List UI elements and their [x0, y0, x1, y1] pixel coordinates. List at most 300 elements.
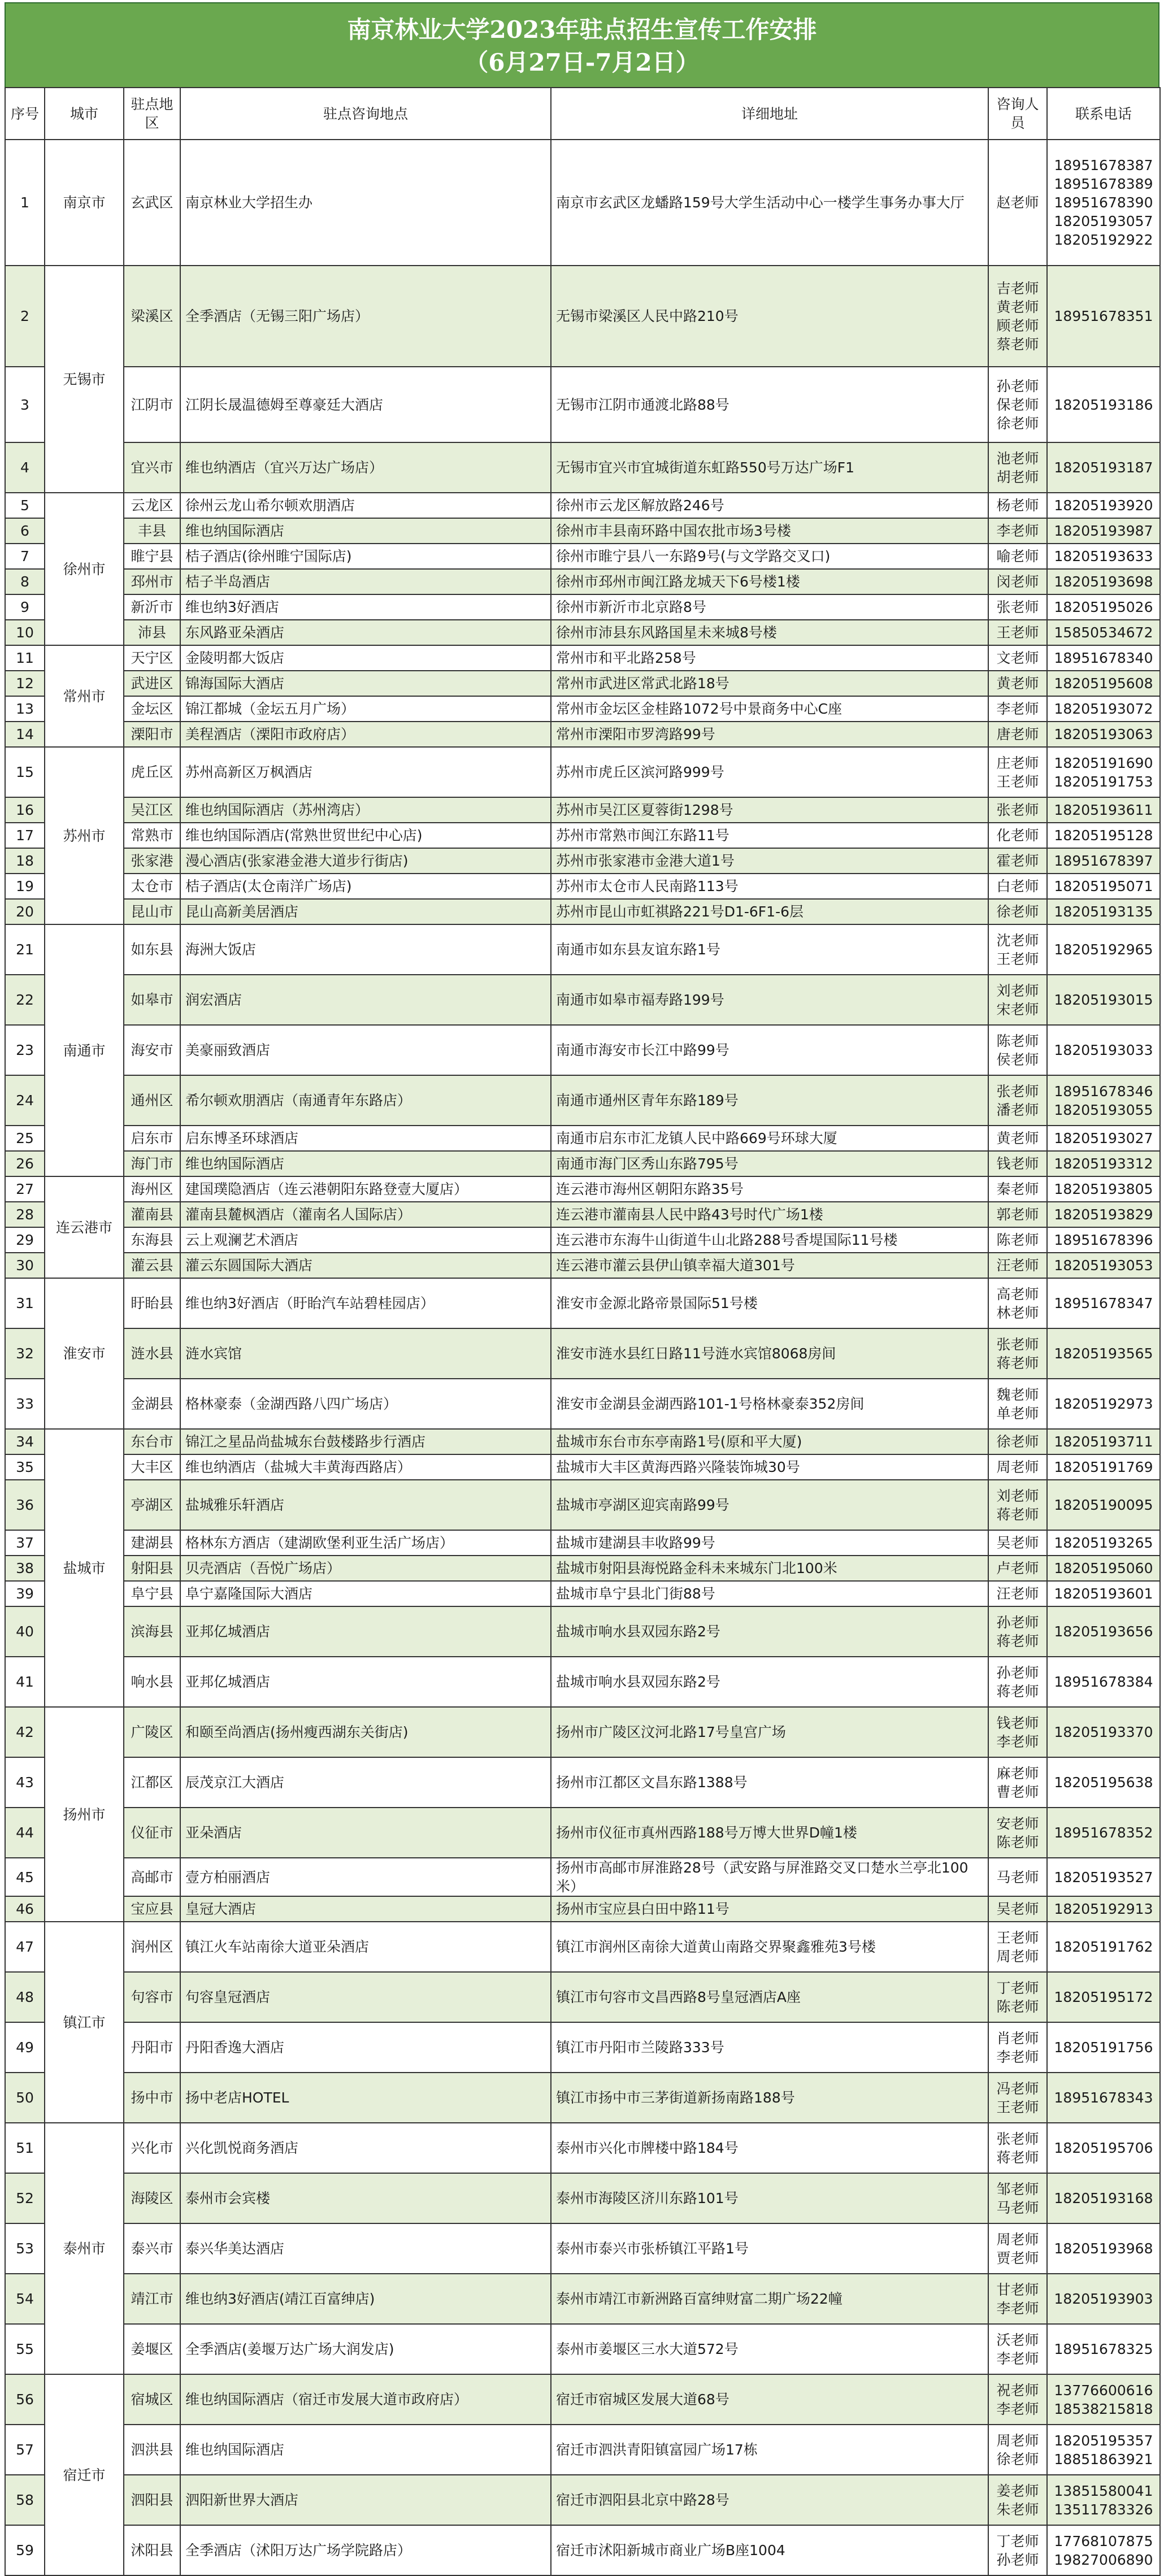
table-row [5, 645, 1160, 671]
contact-person-cell [988, 367, 1047, 442]
table-row [5, 2374, 1160, 2425]
table-row [5, 1227, 1160, 1253]
row-index: 40 [5, 1606, 45, 1657]
venue-cell: 美程酒店（溧阳市政府店） [180, 722, 551, 747]
phone-cell [1047, 1606, 1160, 1657]
district-cell: 虎丘区 [124, 747, 180, 797]
phone-cell [1047, 1379, 1160, 1429]
contact-person: 刘老师 [996, 1487, 1039, 1504]
venue-cell: 亚邦亿城酒店 [180, 1657, 551, 1707]
phone-cell [1047, 1126, 1160, 1151]
row-index: 21 [5, 924, 45, 975]
phone-cell [1047, 2475, 1160, 2525]
district-cell: 泰兴市 [124, 2223, 180, 2274]
phone-number: 18205195357 [1054, 2432, 1153, 2449]
contact-person: 卢老师 [996, 1560, 1039, 1576]
row-index: 18 [5, 848, 45, 874]
district-cell: 常熟市 [124, 823, 180, 848]
row-index: 50 [5, 2073, 45, 2123]
contact-person: 李老师 [996, 701, 1039, 717]
venue-cell: 灌南县麓枫酒店（灌南名人国际店） [180, 1202, 551, 1227]
contact-person-cell [988, 1972, 1047, 2022]
table-row [5, 620, 1160, 645]
contact-person-cell [988, 1480, 1047, 1530]
table-row [5, 696, 1160, 722]
row-index: 2 [5, 266, 45, 367]
table-row [5, 2425, 1160, 2475]
table-row [5, 1278, 1160, 1328]
row-index: 57 [5, 2425, 45, 2475]
venue-cell: 昆山高新美居酒店 [180, 899, 551, 924]
contact-person: 安老师 [996, 1815, 1039, 1832]
address-cell: 苏州市张家港市金港大道1号 [551, 848, 988, 874]
contact-person: 喻老师 [996, 548, 1039, 564]
row-index: 17 [5, 823, 45, 848]
contact-person: 张老师 [996, 1083, 1039, 1100]
city-cell: 淮安市 [45, 1278, 124, 1429]
district-cell: 金坛区 [124, 696, 180, 722]
table-row [5, 747, 1160, 797]
contact-person: 蒋老师 [996, 1632, 1039, 1649]
contact-person: 周老师 [996, 1948, 1039, 1965]
table-row [5, 1176, 1160, 1202]
address-cell: 泰州市兴化市牌楼中路184号 [551, 2123, 988, 2173]
row-index: 56 [5, 2374, 45, 2425]
district-cell: 广陵区 [124, 1707, 180, 1757]
row-index: 41 [5, 1657, 45, 1707]
table-row [5, 1972, 1160, 2022]
contact-person: 邹老师 [996, 2180, 1039, 2197]
address-cell: 宿迁市泗阳县北京中路28号 [551, 2475, 988, 2525]
venue-cell: 桔子酒店(太仓南洋广场店) [180, 874, 551, 899]
venue-cell: 金陵明都大饭店 [180, 645, 551, 671]
contact-person-cell [988, 2022, 1047, 2073]
phone-number: 18205192965 [1054, 941, 1153, 958]
contact-person-cell [988, 1454, 1047, 1480]
table-row [5, 671, 1160, 696]
row-index: 11 [5, 645, 45, 671]
district-cell: 宿城区 [124, 2374, 180, 2425]
phone-number: 18205195638 [1054, 1774, 1153, 1791]
address-cell: 无锡市江阴市通渡北路88号 [551, 367, 988, 442]
row-index: 33 [5, 1379, 45, 1429]
contact-person: 徐老师 [996, 903, 1039, 920]
phone-cell [1047, 1972, 1160, 2022]
contact-person: 孙老师 [996, 377, 1039, 394]
venue-cell: 全季酒店（沭阳万达广场学院路店） [180, 2525, 551, 2575]
address-cell: 镇江市句容市文昌西路8号皇冠酒店A座 [551, 1972, 988, 2022]
phone-cell [1047, 1429, 1160, 1454]
venue-cell: 泗阳新世界大酒店 [180, 2475, 551, 2525]
phone-number: 18205191769 [1054, 1459, 1153, 1475]
contact-person: 张老师 [996, 802, 1039, 818]
contact-person: 丁老师 [996, 1979, 1039, 1996]
phone-number: 18951678351 [1054, 308, 1153, 324]
phone-cell [1047, 1581, 1160, 1606]
address-cell: 镇江市扬中市三茅街道新扬南路188号 [551, 2073, 988, 2123]
contact-person-cell [988, 1707, 1047, 1757]
district-cell: 兴化市 [124, 2123, 180, 2173]
venue-cell: 桔子半岛酒店 [180, 569, 551, 594]
phone-number: 18205193072 [1054, 701, 1153, 717]
contact-person-cell [988, 1757, 1047, 1808]
phone-cell [1047, 1556, 1160, 1581]
row-index: 4 [5, 442, 45, 493]
phone-cell [1047, 1922, 1160, 1972]
address-cell: 南通市通州区青年东路189号 [551, 1075, 988, 1126]
phone-cell [1047, 493, 1160, 518]
contact-person-cell [988, 823, 1047, 848]
phone-number: 18951678396 [1054, 1232, 1153, 1248]
phone-number: 18205193656 [1054, 1623, 1153, 1640]
address-cell: 盐城市东台市东亭南路1号(原和平大厦) [551, 1429, 988, 1454]
table-row [5, 1075, 1160, 1126]
contact-person-cell [988, 1253, 1047, 1278]
address-cell: 泰州市靖江市新洲路百富绅财富二期广场22幢 [551, 2274, 988, 2324]
phone-number: 18205193711 [1054, 1433, 1153, 1450]
district-cell: 泗阳县 [124, 2475, 180, 2525]
contact-person: 沃老师 [996, 2331, 1039, 2348]
city-cell: 连云港市 [45, 1176, 124, 1278]
title-line-1: 南京林业大学2023年驻点招生宣传工作安排 [347, 16, 817, 44]
venue-cell: 漫心酒店(张家港金港大道步行街店) [180, 848, 551, 874]
table-row [5, 899, 1160, 924]
contact-person: 王老师 [996, 950, 1039, 967]
contact-person-cell [988, 620, 1047, 645]
phone-cell [1047, 594, 1160, 620]
contact-person-cell [988, 1429, 1047, 1454]
row-index: 39 [5, 1581, 45, 1606]
address-cell: 连云港市灌南县人民中路43号时代广场1楼 [551, 1202, 988, 1227]
venue-cell: 锦江之星品尚盐城东台鼓楼路步行酒店 [180, 1429, 551, 1454]
contact-person: 汪老师 [996, 1585, 1039, 1602]
phone-number: 18851863921 [1054, 2451, 1153, 2468]
phone-number: 15850534672 [1054, 624, 1153, 641]
row-index: 29 [5, 1227, 45, 1253]
district-cell: 阜宁县 [124, 1581, 180, 1606]
address-cell: 徐州市丰县南环路中国农批市场3号楼 [551, 518, 988, 544]
phone-cell [1047, 2374, 1160, 2425]
contact-person-cell [988, 747, 1047, 797]
contact-person-cell [988, 2525, 1047, 2575]
sheet-title [5, 2, 1159, 87]
row-index: 30 [5, 1253, 45, 1278]
district-cell: 灌南县 [124, 1202, 180, 1227]
district-cell: 高邮市 [124, 1858, 180, 1896]
address-cell: 泰州市海陵区济川东路101号 [551, 2173, 988, 2223]
contact-person-cell [988, 1606, 1047, 1657]
phone-number: 18205193903 [1054, 2291, 1153, 2307]
city-cell: 南京市 [45, 140, 124, 266]
row-index: 14 [5, 722, 45, 747]
table-row [5, 2274, 1160, 2324]
header-contact-person: 咨询人员 [988, 88, 1047, 140]
venue-cell: 海洲大饭店 [180, 924, 551, 975]
contact-person: 甘老师 [996, 2281, 1039, 2298]
contact-person: 吴老师 [996, 1901, 1039, 1917]
contact-person-cell [988, 594, 1047, 620]
row-index: 23 [5, 1025, 45, 1075]
district-cell: 海安市 [124, 1025, 180, 1075]
table-row [5, 1581, 1160, 1606]
row-index: 12 [5, 671, 45, 696]
contact-person: 张老师 [996, 2130, 1039, 2147]
table-row [5, 1429, 1160, 1454]
contact-person: 文老师 [996, 650, 1039, 666]
venue-cell: 灌云东圆国际大酒店 [180, 1253, 551, 1278]
contact-person: 蔡老师 [996, 336, 1039, 353]
phone-number: 18205193698 [1054, 574, 1153, 590]
phone-number: 18951678340 [1054, 650, 1153, 666]
address-cell: 镇江市润州区南徐大道黄山南路交界聚鑫雅苑3号楼 [551, 1922, 988, 1972]
venue-cell: 全季酒店(姜堰万达广场大润发店) [180, 2324, 551, 2374]
venue-cell: 全季酒店（无锡三阳广场店） [180, 266, 551, 367]
phone-cell [1047, 2123, 1160, 2173]
phone-number: 18205195706 [1054, 2140, 1153, 2156]
city-cell: 泰州市 [45, 2123, 124, 2374]
header-phone: 联系电话 [1047, 88, 1160, 140]
phone-cell [1047, 1278, 1160, 1328]
address-cell: 南通市海门区秀山东路795号 [551, 1151, 988, 1176]
phone-cell [1047, 1808, 1160, 1858]
table-row [5, 2475, 1160, 2525]
row-index: 16 [5, 797, 45, 823]
contact-person-cell [988, 1922, 1047, 1972]
phone-cell [1047, 544, 1160, 569]
venue-cell: 格林东方酒店（建湖欧堡利亚生活广场店） [180, 1530, 551, 1556]
phone-number: 18205195060 [1054, 1560, 1153, 1576]
table-row [5, 1657, 1160, 1707]
contact-person: 周老师 [996, 2432, 1039, 2449]
row-index: 28 [5, 1202, 45, 1227]
address-cell: 南通市如东县友谊东路1号 [551, 924, 988, 975]
row-index: 55 [5, 2324, 45, 2374]
phone-cell [1047, 266, 1160, 367]
contact-person-cell [988, 2223, 1047, 2274]
contact-person: 黄老师 [996, 1130, 1039, 1146]
contact-person: 李老师 [996, 2048, 1039, 2065]
phone-cell [1047, 1896, 1160, 1922]
table-row [5, 1253, 1160, 1278]
address-cell: 苏州市虎丘区滨河路999号 [551, 747, 988, 797]
contact-person: 胡老师 [996, 468, 1039, 485]
district-cell: 太仓市 [124, 874, 180, 899]
contact-person-cell [988, 2123, 1047, 2173]
header-index: 序号 [5, 88, 45, 140]
contact-person-cell [988, 1202, 1047, 1227]
venue-cell: 格林豪泰（金湖西路八四广场店） [180, 1379, 551, 1429]
district-cell: 启东市 [124, 1126, 180, 1151]
phone-number: 18205193565 [1054, 1345, 1153, 1362]
row-index: 35 [5, 1454, 45, 1480]
contact-person: 贾老师 [996, 2249, 1039, 2266]
venue-cell: 江阴长晟温德姆至尊豪廷大酒店 [180, 367, 551, 442]
district-cell: 溧阳市 [124, 722, 180, 747]
row-index: 38 [5, 1556, 45, 1581]
venue-cell: 和颐至尚酒店(扬州瘦西湖东关街店) [180, 1707, 551, 1757]
venue-cell: 维也纳国际酒店(常熟世贸世纪中心店) [180, 823, 551, 848]
address-cell: 苏州市吴江区夏蓉街1298号 [551, 797, 988, 823]
table-row [5, 1896, 1160, 1922]
district-cell: 灌云县 [124, 1253, 180, 1278]
phone-cell [1047, 671, 1160, 696]
contact-person: 蒋老师 [996, 1506, 1039, 1523]
contact-person: 侯老师 [996, 1051, 1039, 1068]
venue-cell: 桔子酒店(徐州睢宁国际店) [180, 544, 551, 569]
phone-cell [1047, 2324, 1160, 2374]
table-row [5, 975, 1160, 1025]
venue-cell: 泰州市会宾楼 [180, 2173, 551, 2223]
address-cell: 南京市玄武区龙蟠路159号大学生活动中心一楼学生事务办事大厅 [551, 140, 988, 266]
city-cell: 常州市 [45, 645, 124, 747]
address-cell: 宿迁市泗洪青阳镇富园广场17栋 [551, 2425, 988, 2475]
table-row [5, 2324, 1160, 2374]
row-index: 27 [5, 1176, 45, 1202]
venue-cell: 锦海国际大酒店 [180, 671, 551, 696]
phone-number: 18205193055 [1054, 1101, 1153, 1118]
venue-cell: 启东博圣环球酒店 [180, 1126, 551, 1151]
district-cell: 金湖县 [124, 1379, 180, 1429]
phone-number: 18205195071 [1054, 878, 1153, 894]
phone-number: 18205193057 [1054, 213, 1153, 229]
venue-cell: 美豪丽致酒店 [180, 1025, 551, 1075]
row-index: 51 [5, 2123, 45, 2173]
district-cell: 宝应县 [124, 1896, 180, 1922]
district-cell: 吴江区 [124, 797, 180, 823]
row-index: 59 [5, 2525, 45, 2575]
district-cell: 盱眙县 [124, 1278, 180, 1328]
contact-person-cell [988, 696, 1047, 722]
phone-cell [1047, 1858, 1160, 1896]
contact-person-cell [988, 1176, 1047, 1202]
phone-number: 18205195608 [1054, 675, 1153, 692]
contact-person: 化老师 [996, 827, 1039, 844]
table-row [5, 1202, 1160, 1227]
table-row [5, 367, 1160, 442]
phone-number: 18205193611 [1054, 802, 1153, 818]
address-cell: 宿迁市沭阳新城市商业广场B座1004 [551, 2525, 988, 2575]
row-index: 7 [5, 544, 45, 569]
phone-number: 18205195172 [1054, 1989, 1153, 2005]
row-index: 26 [5, 1151, 45, 1176]
phone-cell [1047, 442, 1160, 493]
district-cell: 海门市 [124, 1151, 180, 1176]
contact-person: 林老师 [996, 1304, 1039, 1321]
table-row [5, 2223, 1160, 2274]
table-row [5, 1808, 1160, 1858]
venue-cell: 希尔顿欢朋酒店（南通青年东路店） [180, 1075, 551, 1126]
district-cell: 大丰区 [124, 1454, 180, 1480]
address-cell: 淮安市涟水县红日路11号涟水宾馆8068房间 [551, 1328, 988, 1379]
venue-cell: 亚朵酒店 [180, 1808, 551, 1858]
row-index: 1 [5, 140, 45, 266]
row-index: 48 [5, 1972, 45, 2022]
contact-person: 周老师 [996, 2231, 1039, 2248]
venue-cell: 维也纳国际酒店（苏州湾店） [180, 797, 551, 823]
row-index: 58 [5, 2475, 45, 2525]
phone-cell [1047, 1151, 1160, 1176]
contact-person-cell [988, 2073, 1047, 2123]
address-cell: 泰州市姜堰区三水大道572号 [551, 2324, 988, 2374]
address-cell: 盐城市响水县双园东路2号 [551, 1606, 988, 1657]
venue-cell: 苏州高新区万枫酒店 [180, 747, 551, 797]
contact-person: 庄老师 [996, 754, 1039, 771]
table-row [5, 797, 1160, 823]
district-cell: 扬中市 [124, 2073, 180, 2123]
district-cell: 如东县 [124, 924, 180, 975]
table-row [5, 1151, 1160, 1176]
contact-person: 陈老师 [996, 1998, 1039, 2015]
row-index: 52 [5, 2173, 45, 2223]
phone-cell [1047, 696, 1160, 722]
address-cell: 镇江市丹阳市兰陵路333号 [551, 2022, 988, 2073]
venue-cell: 壹方柏丽酒店 [180, 1858, 551, 1896]
title-line-2: （6月27日-7月2日） [464, 49, 700, 76]
phone-number: 17768107875 [1054, 2532, 1153, 2549]
contact-person: 刘老师 [996, 982, 1039, 999]
phone-number: 18205192973 [1054, 1396, 1153, 1412]
district-cell: 武进区 [124, 671, 180, 696]
venue-cell: 维也纳国际酒店（宿迁市发展大道市政府店） [180, 2374, 551, 2425]
row-index: 32 [5, 1328, 45, 1379]
phone-cell [1047, 2274, 1160, 2324]
phone-number: 18205193187 [1054, 459, 1153, 476]
row-index: 13 [5, 696, 45, 722]
schedule-table [5, 87, 1161, 2576]
phone-number: 18951678397 [1054, 853, 1153, 869]
row-index: 5 [5, 493, 45, 518]
table-row [5, 518, 1160, 544]
contact-person-cell [988, 2425, 1047, 2475]
contact-person-cell [988, 569, 1047, 594]
contact-person-cell [988, 1556, 1047, 1581]
phone-cell [1047, 975, 1160, 1025]
table-row [5, 2173, 1160, 2223]
contact-person: 祝老师 [996, 2382, 1039, 2399]
contact-person: 张老师 [996, 599, 1039, 615]
table-row [5, 140, 1160, 266]
contact-person: 王老师 [996, 2099, 1039, 2115]
venue-cell: 徐州云龙山希尔顿欢朋酒店 [180, 493, 551, 518]
address-cell: 苏州市常熟市闽江东路11号 [551, 823, 988, 848]
row-index: 37 [5, 1530, 45, 1556]
row-index: 42 [5, 1707, 45, 1757]
contact-person: 蒋老师 [996, 1354, 1039, 1371]
address-cell: 苏州市昆山市虹祺路221号D1-6F1-6层 [551, 899, 988, 924]
phone-number: 18951678389 [1054, 176, 1153, 192]
venue-cell: 贝壳酒店（吾悦广场店） [180, 1556, 551, 1581]
contact-person: 霍老师 [996, 853, 1039, 869]
city-cell: 宿迁市 [45, 2374, 124, 2575]
district-cell: 姜堰区 [124, 2324, 180, 2374]
contact-person-cell [988, 544, 1047, 569]
venue-cell: 亚邦亿城酒店 [180, 1606, 551, 1657]
phone-cell [1047, 823, 1160, 848]
phone-number: 18205193920 [1054, 497, 1153, 514]
venue-cell: 维也纳国际酒店 [180, 1151, 551, 1176]
phone-number: 18951678384 [1054, 1674, 1153, 1690]
phone-number: 18205193015 [1054, 992, 1153, 1008]
venue-cell: 云上观澜艺术酒店 [180, 1227, 551, 1253]
row-index: 34 [5, 1429, 45, 1454]
phone-number: 18205193805 [1054, 1181, 1153, 1197]
phone-cell [1047, 620, 1160, 645]
phone-cell [1047, 1328, 1160, 1379]
table-row [5, 2073, 1160, 2123]
phone-number: 18205193063 [1054, 726, 1153, 742]
phone-number: 13511783326 [1054, 2501, 1153, 2518]
phone-number: 18205193265 [1054, 1535, 1153, 1551]
